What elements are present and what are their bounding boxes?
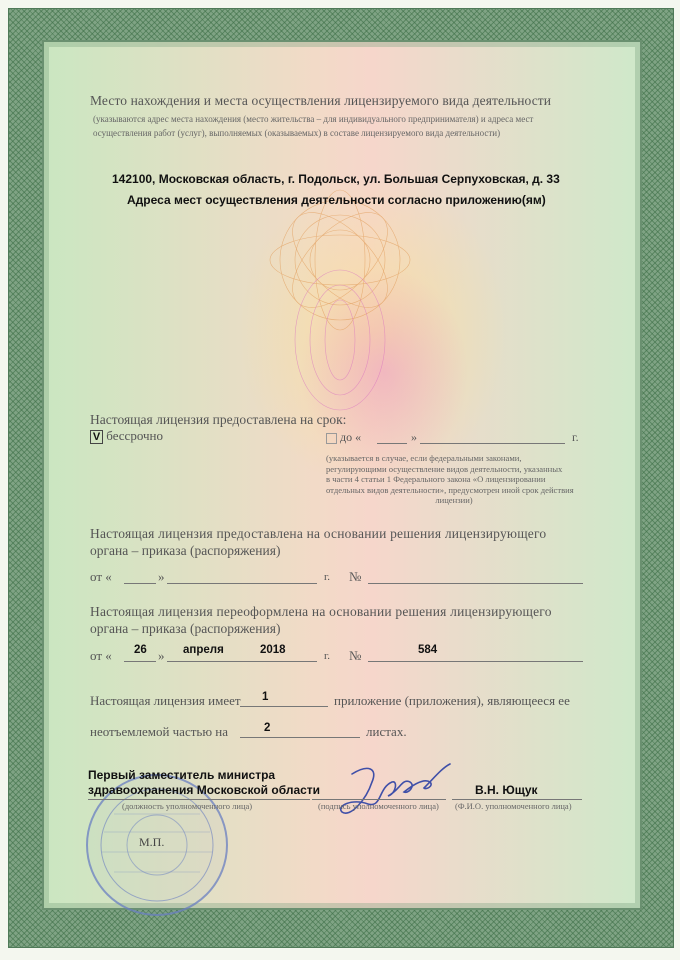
term-label: Настоящая лицензия предоставлена на срок:	[90, 412, 347, 427]
reissue-day-line	[124, 661, 156, 662]
addresses-reference: Адреса мест осуществления деятельности согласно приложению(ям)	[127, 193, 546, 207]
position-line-2: здравоохранения Московской области	[88, 783, 321, 797]
basis-number-line	[368, 583, 583, 584]
guilloche-rosette	[250, 180, 430, 420]
appendix-line2-suffix: листах.	[366, 724, 407, 739]
basis-month-line	[167, 583, 317, 584]
until-month-line	[420, 443, 565, 444]
until-mid: »	[411, 430, 417, 444]
reissue-number-line	[368, 661, 583, 662]
basis-number-sign: №	[349, 569, 362, 584]
reissue-year: 2018	[260, 644, 286, 656]
basis-quote: »	[158, 569, 165, 584]
basis-year-suffix: г.	[324, 571, 331, 583]
appendix-count-line	[240, 706, 328, 707]
reissue-year-suffix: г.	[324, 650, 331, 662]
basis-line-1: Настоящая лицензия предоставлена на основании решения лицензирующего	[90, 526, 547, 541]
term-note-2: регулирующими осуществление видов деятельности, указанных	[326, 463, 563, 474]
until-prefix: до «	[340, 430, 362, 444]
appendix-line2-prefix: неотъемлемой частью на	[90, 724, 229, 739]
basis-from: от «	[90, 569, 112, 584]
indefinite-checkbox: V	[90, 430, 103, 444]
until-suffix: г.	[572, 430, 579, 444]
location-note-2: осуществления работ (услуг), выполняемых (оказываемых) в составе лицензируемого вида деятельности)	[93, 128, 501, 138]
term-note	[326, 453, 582, 506]
signer-name: В.Н. Ющук	[475, 783, 538, 797]
reissue-line-2: органа – приказа (распоряжения)	[90, 621, 281, 636]
reissue-day: 26	[134, 644, 147, 656]
location-title: Место нахождения и места осуществления лицензируемого вида деятельности	[90, 93, 552, 108]
indefinite-label: бессрочно	[106, 428, 163, 443]
name-line	[452, 799, 582, 800]
signature-line	[312, 799, 446, 800]
basis-day-line	[124, 583, 156, 584]
term-until	[326, 430, 361, 445]
reissue-number-sign: №	[349, 648, 362, 663]
reissue-month: апреля	[183, 644, 224, 656]
reissue-line-1: Настоящая лицензия переоформлена на основании решения лицензирующего	[90, 604, 552, 619]
appendix-sheets-line	[240, 737, 360, 738]
term-note-5: лицензии)	[435, 495, 473, 505]
address: 142100, Московская область, г. Подольск, ул. Большая Серпуховская, д. 33	[112, 172, 560, 186]
seal-label: М.П.	[139, 835, 165, 849]
position-line	[88, 799, 310, 800]
appendix-sheets: 2	[264, 722, 271, 734]
reissue-from: от «	[90, 648, 112, 663]
signature-caption: (подпись уполномоченного лица)	[318, 801, 439, 811]
handwritten-signature	[338, 760, 458, 826]
appendix-prefix: Настоящая лицензия имеет	[90, 693, 241, 708]
until-checkbox	[326, 433, 337, 444]
appendix-suffix: приложение (приложения), являющееся ее	[334, 693, 570, 708]
position-caption: (должность уполномоченного лица)	[122, 801, 253, 811]
reissue-number: 584	[418, 644, 438, 656]
reissue-quote: »	[158, 648, 165, 663]
until-day-line	[377, 443, 407, 444]
position-line-1: Первый заместитель министра	[88, 768, 276, 782]
location-note-1: (указываются адрес места нахождения (место жительства – для индивидуального предпринимателя) и адреса мест	[93, 114, 534, 124]
reissue-month-line	[167, 661, 317, 662]
term-note-1: (указывается в случае, если федеральными законами,	[326, 453, 522, 463]
appendix-count: 1	[262, 691, 269, 703]
term-note-3: в части 4 статьи 1 Федерального закона «О лицензировании	[326, 474, 546, 484]
term-note-4: отдельных видов деятельности», предусмотрен иной срок действия	[326, 484, 574, 495]
term-indefinite	[90, 428, 163, 444]
basis-line-2: органа – приказа (распоряжения)	[90, 543, 281, 558]
name-caption: (Ф.И.О. уполномоченного лица)	[455, 801, 572, 811]
